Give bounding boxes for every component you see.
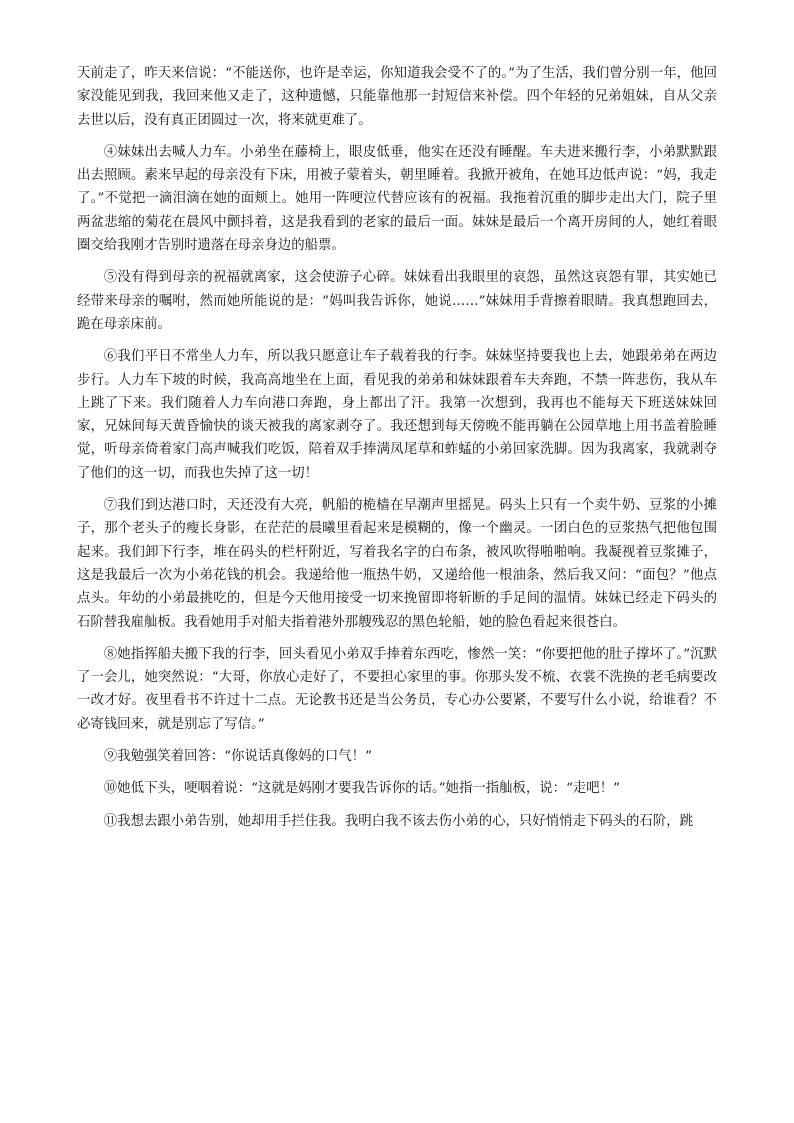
paragraph-8: ⑧她指挥船夫搬下我的行李，回头看见小弟双手捧着东西吃，惨然一笑：“你要把他的肚子撑坏了。”沉默了一会儿，她突然说：“大哥，你放心走好了，不要担心家里的事。你那头发不梳、衣裳不洗换的老毛病要改一改才好。夜里看书不许过十二点。无论教书还是当公务员，专心办公要紧，不要写什么小说，给谁看？不必寄钱回来，就是别忘了写信。” [77,646,717,732]
article-body [77,62,717,842]
paragraph-6: ⑥我们平日不常坐人力车，所以我只愿意让车子载着我的行李。妹妹坚持要我也上去，她跟弟弟在两边步行。人力车下坡的时候，我高高地坐在上面，看见我的弟弟和妹妹跟着车夫奔跑，不禁一阵悲伤，我从车上跳了下来。我们随着人力车向港口奔跑，身上都出了汗。我第一次想到，我再也不能每天下班送妹妹回家，兄妹间每天黄昏愉快的谈天被我的离家剥夺了。我还想到每天傍晚不能再躺在公园草地上用书盖着脸睡觉，听母亲倚着家门高声喊我们吃饭，陪着双手捧满凤尾草和蚱蜢的小弟回家洗脚。因为我离家，我就剥夺了他们的这一切，而我也失掉了这一切！ [77,349,717,481]
paragraph-11: ⑪我想去跟小弟告别，她却用手拦住我。我明白我不该去伤小弟的心，只好悄悄走下码头的石阶，跳 [103,813,693,829]
paragraph-continuation: 天前走了，昨天来信说：“不能送你，也许是幸运，你知道我会受不了的。”为了生活，我们曾分别一年，他回家没能见到我，我回来他又走了，这种遗憾，只能靠他那一封短信来补偿。四个年轻的兄弟姐妹，自从父亲去世以后，没有真正团圆过一次，将来就更难了。 [77,66,717,128]
paragraph-7: ⑦我们到达港口时，天还没有大亮，帆船的桅樯在早潮声里摇晃。码头上只有一个卖牛奶、豆浆的小摊子，那个老头子的瘦长身影，在茫茫的晨曦里看起来是模糊的，像一个幽灵。一团白色的豆浆热气把他包围起来。我们卸下行李，堆在码头的栏杆附近，写着我名字的白布条，被风吹得啪啪响。我凝视着豆浆摊子，这是我最后一次为小弟花钱的机会。我递给他一瓶热牛奶，又递给他一根油条，然后我又问：“面包？”他点点头。年幼的小弟最挑吃的，但是今天他用接受一切来挽留即将斩断的手足间的温情。妹妹已经走下码头的石阶替我雇舢板。我看她用手对船夫指着港外那艘残忍的黑色轮船，她的脸色看起来很苍白。 [77,498,717,630]
paragraph-5: ⑤没有得到母亲的祝福就离家，这会使游子心碎。妹妹看出我眼里的哀怨，虽然这哀怨有罪，其实她已经带来母亲的嘱咐，然而她所能说的是：“妈叫我告诉你，她说……”妹妹用手背擦着眼睛。我真想跑回去，跪在母亲床前。 [77,270,717,332]
paragraph-10: ⑩她低下头，哽咽着说：“这就是妈刚才要我告诉你的话。”她指一指舢板，说：“走吧！” [103,781,620,797]
paragraph-4: ④妹妹出去喊人力车。小弟坐在藤椅上，眼皮低垂，他实在还没有睡醒。车夫进来搬行李，小弟默默跟出去照顾。素来早起的母亲没有下床，用被子蒙着头，朝里睡着。我掀开被角，在她耳边低声说：“妈，我走了。”不觉把一滴泪滴在她的面颊上。她用一阵哽泣代替应该有的祝福。我拖着沉重的脚步走出大门，院子里两盆悲缩的菊花在晨风中颤抖着，这是我看到的老家的最后一面。妹妹是最后一个离开房间的人，她红着眼圈交给我刚才告别时遗落在母亲身边的船票。 [77,144,717,254]
paragraph-9: ⑨我勉强笑着回答：“你说话真像妈的口气！” [103,749,372,765]
